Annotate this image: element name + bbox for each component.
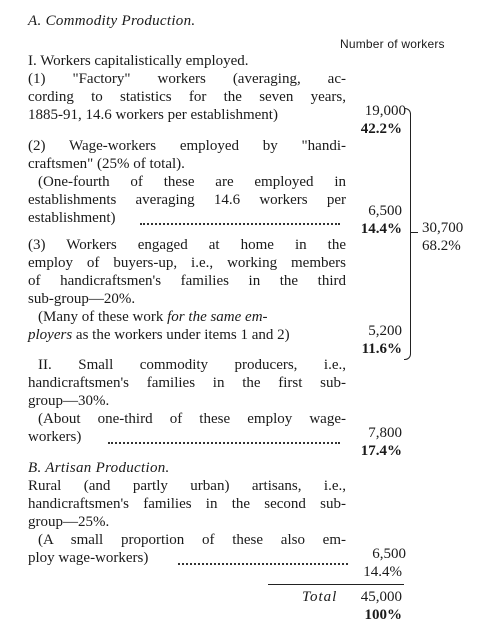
item-1-line: cording to statistics for the seven years, (28, 89, 346, 105)
section-b-percent: 14.4% (363, 564, 402, 580)
group-2-line: II. Small commodity producers, i.e., (38, 357, 346, 373)
group-2-line: handicraftsmen's families in the first sub- (28, 375, 346, 391)
group-1-subtotal-percent: 68.2% (422, 238, 461, 254)
item-1-line: 1885-91, 14.6 workers per establishment) (28, 107, 278, 123)
section-b-line: handicraftsmen's families in the second sub- (28, 496, 346, 512)
item-3-line: sub-group—20%. (28, 291, 136, 307)
dot-leader (140, 222, 340, 225)
item-3-line: employ of buyers-up, i.e., working members (28, 255, 346, 271)
section-b-note-line: (A small proportion of these also em- (38, 532, 346, 548)
section-b-heading: B. Artisan Production. (28, 460, 170, 476)
total-label: Total (302, 589, 338, 605)
group-2-line: group—30%. (28, 393, 110, 409)
section-a-heading: A. Commodity Production. (28, 13, 196, 29)
item-2-note-line: establishment) (28, 210, 116, 226)
item-2-percent: 14.4% (360, 221, 402, 237)
item-2-count: 6,500 (368, 203, 402, 219)
group-2-note-line: (About one-third of these employ wage- (38, 411, 346, 427)
column-header: Number of workers (340, 37, 445, 51)
dot-leader (108, 441, 340, 444)
group-bracket (404, 108, 411, 360)
group-1-subtotal-count: 30,700 (422, 220, 464, 236)
item-3-note-italic: for the same em- (167, 309, 268, 325)
item-3-note-plain: (Many of these work (38, 309, 168, 325)
item-3-percent: 11.6% (361, 341, 402, 357)
section-b-count: 6,500 (372, 546, 406, 562)
group-2-percent: 17.4% (360, 443, 402, 459)
item-1-line: (1) "Factory" workers (averaging, ac- (28, 71, 346, 87)
item-2-line: craftsmen" (25% of total). (28, 156, 185, 172)
total-count: 45,000 (360, 589, 402, 605)
section-b-line: group—25%. (28, 514, 110, 530)
item-3-note-line (38, 308, 268, 326)
item-3-line: (3) Workers engaged at home in the (28, 237, 346, 253)
item-2-line: (2) Wage-workers employed by "handi- (28, 138, 346, 154)
group-1-title: I. Workers capitalistically employed. (28, 53, 249, 69)
item-2-note-line: establishments averaging 14.6 workers per (28, 192, 346, 208)
item-2-note-line: (One-fourth of these are employed in (38, 174, 346, 190)
item-3-note-plain: as the workers under items 1 and 2) (72, 327, 290, 343)
dot-leader (178, 562, 348, 565)
item-3-line: of handicraftsmen's families in the third (28, 273, 346, 289)
section-b-note-line: ploy wage-workers) (28, 550, 149, 566)
total-percent: 100% (364, 607, 402, 623)
group-2-count: 7,800 (368, 425, 402, 441)
item-3-note-italic: ployers (28, 327, 73, 343)
section-b-line: Rural (and partly urban) artisans, i.e., (28, 478, 346, 494)
group-2-note-line: workers) (28, 429, 82, 445)
item-1-percent: 42.2% (360, 121, 402, 137)
item-3-count: 5,200 (368, 323, 402, 339)
total-rule (268, 584, 404, 585)
item-3-note-line (28, 326, 290, 344)
item-1-count: 19,000 (364, 103, 406, 119)
bracket-tick (410, 232, 418, 233)
